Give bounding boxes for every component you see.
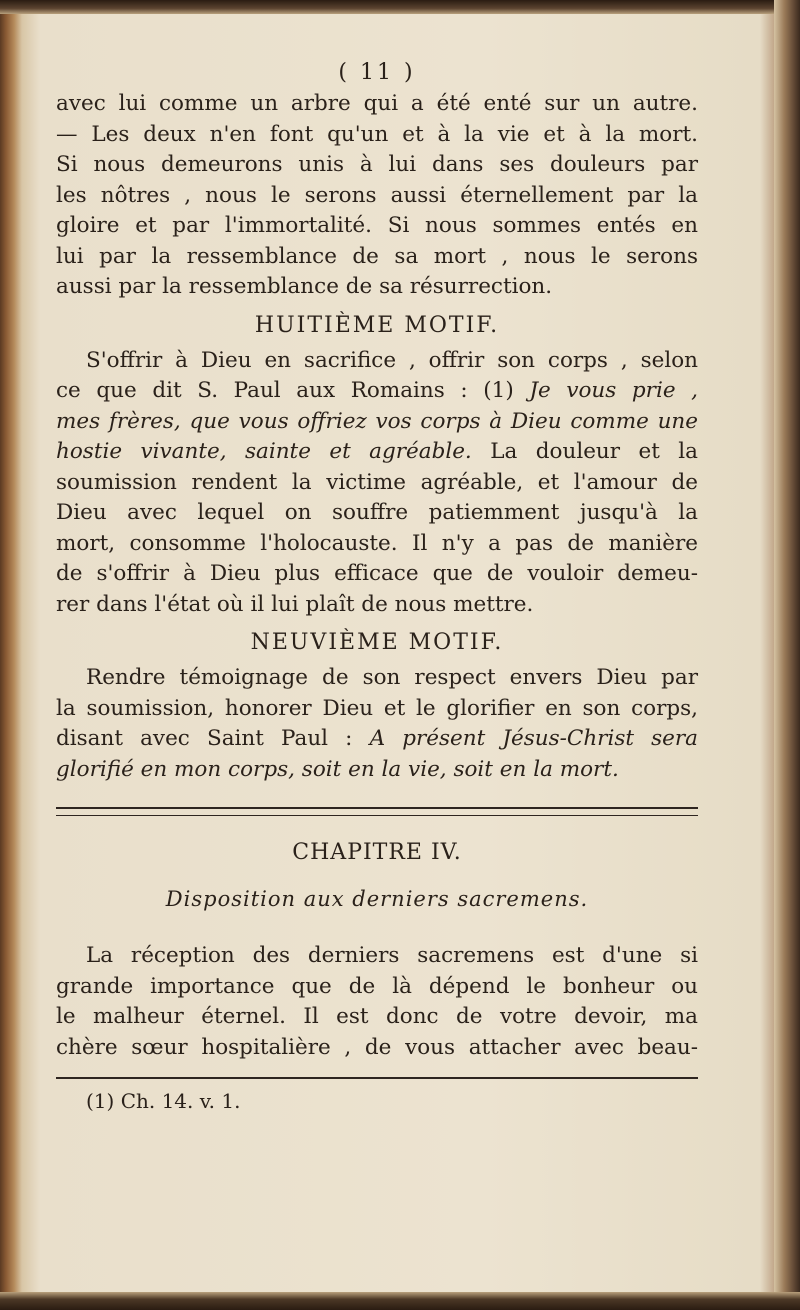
- text-line: aussi par la ressemblance de sa résurrection.: [56, 274, 553, 299]
- text-line: soumission rendent la victime agréable, et l'amour de: [56, 469, 698, 495]
- text-run: ce que dit S. Paul aux Romains : (1): [56, 378, 530, 403]
- italic-quote: Je vous prie ,: [529, 378, 698, 403]
- text-line: — Les deux n'en font qu'un et à la vie et à la mort.: [56, 121, 698, 147]
- page-body: [56, 60, 698, 1113]
- text-line: mort, consomme l'holocauste. Il n'y a pas de manière: [56, 530, 698, 556]
- paragraph-resemblance: [56, 89, 698, 303]
- page-right-edge: [774, 0, 800, 1310]
- text-line: grande importance que de là dépend le bonheur ou: [56, 973, 698, 999]
- paragraph-offrir: [56, 346, 698, 621]
- chapter-title: CHAPITRE IV.: [292, 840, 462, 865]
- text-line: S'offrir à Dieu en sacrifice , offrir son corps , selon: [86, 347, 698, 373]
- italic-quote: glorifié en mon corps, soit en la vie, soit en la mort.: [56, 756, 619, 782]
- text-line: [56, 437, 698, 468]
- text-line: [56, 724, 698, 755]
- italic-quote: mes frères, que vous offriez vos corps à Dieu comme une: [56, 408, 698, 434]
- binding-top-edge: [0, 0, 800, 14]
- text-line: les nôtres , nous le serons aussi éternellement par la: [56, 182, 698, 208]
- text-line: gloire et par l'immortalité. Si nous sommes entés en: [56, 213, 698, 238]
- text-line: le malheur éternel. Il est donc de votre devoir, ma: [56, 1004, 698, 1029]
- text-line: de s'offrir à Dieu plus efficace que de vouloir demeu-: [56, 561, 698, 586]
- italic-quote: A présent Jésus-Christ sera: [369, 726, 698, 751]
- text-line: Si nous demeurons unis à lui dans ses douleurs par: [56, 152, 698, 177]
- italic-quote: hostie vivante, sainte et agréable.: [56, 439, 472, 464]
- paragraph-reception: [56, 941, 698, 1063]
- heading-huitieme-motif: HUITIÈME MOTIF.: [254, 312, 500, 338]
- text-line: Dieu avec lequel on souffre patiemment jusqu'à la: [56, 500, 698, 525]
- text-line: avec lui comme un arbre qui a été enté sur un autre.: [56, 91, 698, 116]
- page-number: ( 11 ): [338, 60, 416, 85]
- text-line: Rendre témoignage de son respect envers Dieu par: [86, 665, 698, 690]
- heading-neuvieme-motif: NEUVIÈME MOTIF.: [250, 630, 504, 655]
- chapter-divider-rule: [56, 807, 698, 816]
- text-line: [56, 376, 698, 407]
- text-line: chère sœur hospitalière , de vous attacher avec beau-: [56, 1034, 698, 1060]
- text-run: disant avec Saint Paul :: [56, 726, 370, 751]
- text-line: rer dans l'état où il lui plaît de nous mettre.: [56, 591, 534, 617]
- paragraph-rendre: [56, 663, 698, 785]
- binding-bottom-edge: [0, 1292, 800, 1310]
- text-run: La douleur et la: [471, 439, 698, 464]
- footnote: (1) Ch. 14. v. 1.: [86, 1089, 241, 1113]
- chapter-subtitle: Disposition aux derniers sacremens.: [165, 887, 589, 911]
- text-line: lui par la ressemblance de sa mort , nous le serons: [56, 243, 698, 269]
- text-line: la soumission, honorer Dieu et le glorifier en son corps,: [56, 695, 698, 721]
- footnote-rule: [56, 1077, 698, 1079]
- text-line: La réception des derniers sacremens est d'une si: [86, 943, 698, 968]
